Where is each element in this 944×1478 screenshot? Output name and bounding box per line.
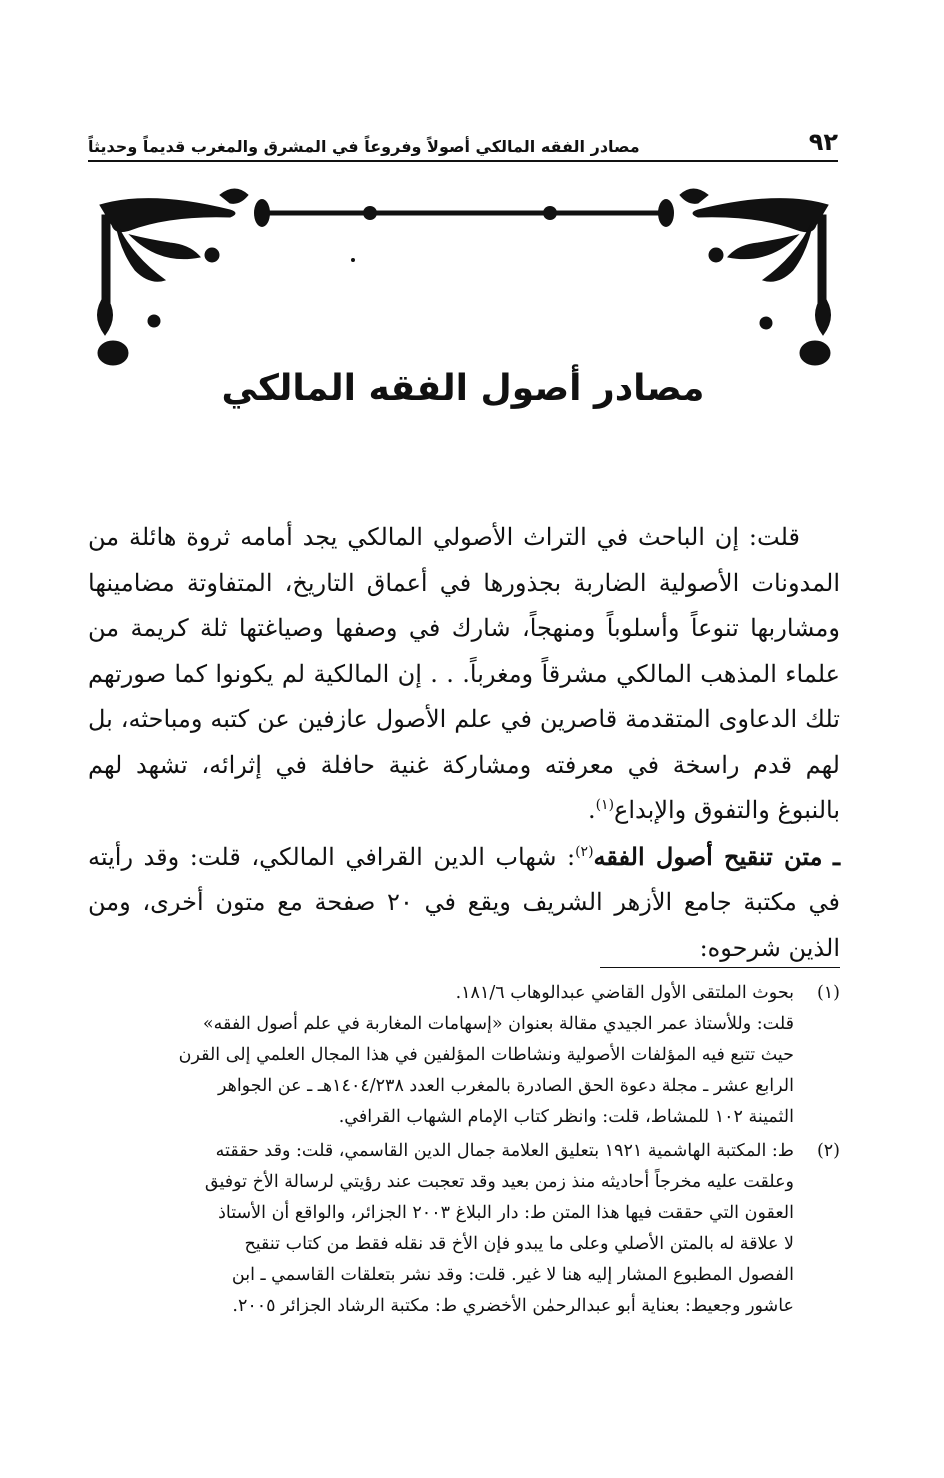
running-title: مصادر الفقه المالكي أصولاً وفروعاً في المشرق والمغرب قديماً وحديثاً bbox=[88, 137, 640, 156]
paragraph-intro bbox=[88, 515, 840, 834]
footnote-line: الرابع عشر ـ مجلة دعوة الحق الصادرة بالمغرب العدد ١٤٠٤/٢٣٨هـ ـ عن الجواهر bbox=[217, 1076, 794, 1096]
footnote-line: حيث تتبع فيه المؤلفات الأصولية ونشاطات المؤلفين في هذا المجال العلمي إلى القرن bbox=[178, 1045, 794, 1065]
body-text bbox=[88, 515, 840, 971]
paragraph-matn bbox=[88, 834, 840, 972]
footnote-rule bbox=[600, 967, 840, 968]
footnote-line: الثمينة ١٠٢ للمشاط، قلت: وانظر كتاب الإمام الشهاب القرافي. bbox=[338, 1107, 794, 1127]
footnote-1 bbox=[104, 978, 840, 1133]
item-dash: ـ bbox=[832, 841, 840, 871]
running-header bbox=[88, 120, 838, 156]
ornament-dot bbox=[351, 258, 355, 262]
footnote-2 bbox=[104, 1136, 840, 1322]
footnote-line: الفصول المطبوع المشار إليه هنا لا غير. قلت: وقد نشر بتعلقات القاسمي ـ ابن bbox=[231, 1265, 794, 1285]
footnote-line: قلت: وللأستاذ عمر الجيدي مقالة بعنوان «إسهامات المغاربة في علم أصول الفقه» bbox=[202, 1014, 794, 1034]
footnote-ref-2: (٢) bbox=[575, 843, 594, 860]
ornament-bead bbox=[543, 206, 557, 220]
footnote-body bbox=[104, 978, 794, 1133]
paragraph-intro-end: . bbox=[587, 796, 596, 824]
footnote-body bbox=[104, 1136, 794, 1322]
chapter-title: مصادر أصول الفقه المالكي bbox=[221, 368, 705, 409]
ornament-bead bbox=[254, 199, 270, 227]
footnote-line: لا علاقة له بالمتن الأصلي وعلى ما يبدو فإن الأخ قد نقله فقط من كتاب تنقيح bbox=[244, 1234, 794, 1254]
footnote-ref-1: (١) bbox=[595, 797, 615, 813]
ornament-left-corner bbox=[98, 189, 249, 365]
page-number: ٩٢ bbox=[808, 128, 838, 156]
footnote-number: (١) bbox=[816, 983, 840, 1003]
footnote-line: وعلقت عليه مخرجاً أحاديثه منذ زمن بعيد وقد تعجبت عند رؤيتي لرسالة الأخ توفيق bbox=[204, 1172, 794, 1192]
ornament-right-corner bbox=[680, 189, 831, 365]
footnote-line: عاشور وجعيط: بعناية أبو عبدالرحمٰن الأخضري ط: مكتبة الرشاد الجزائر ٢٠٠٥. bbox=[232, 1296, 794, 1316]
paragraph-intro-text: قلت: إن الباحث في التراث الأصولي المالكي يجد أمامه ثروة هائلة من المدونات الأصولية الضاربة بجذورها في أعماق التاريخ، المتفاوتة مضامينها ومشاربها تنوعاً وأسلوباً ومنهجاً، شارك في وصفها وصياغتها ثلة كريمة من علماء المذهب المالكي مشرقاً ومغرباً. . . إن المالكية لم يكونوا كما صورتهم تلك الدعاوى المتقدمة قاصرين في علم الأصول عازفين عن كتبه ومباحثه، بل لهم قدم راسخة في معرفته ومشاركة غنية حافلة في إثرائه، تشهد لهم بالنبوغ والتفوق والإبداع bbox=[88, 523, 840, 824]
footnote-line: بحوث الملتقى الأول القاضي عبدالوهاب ١٨١/٦. bbox=[455, 983, 794, 1003]
footnote-line: العقون التي حققت فيها هذا المتن ط: دار البلاغ ٢٠٠٣ الجزائر، والواقع أن الأستاذ bbox=[218, 1203, 794, 1223]
ornament-bead bbox=[658, 199, 674, 227]
ornament-bead bbox=[363, 206, 377, 220]
footnote-number: (٢) bbox=[816, 1141, 840, 1161]
paragraph-matn-text: : شهاب الدين القرافي المالكي، قلت: وقد رأيته في مكتبة جامع الأزهر الشريف ويقع في ٢٠ صفحة مع متون أخرى، ومن الذين شرحوه: bbox=[88, 842, 840, 962]
footnotes bbox=[104, 978, 840, 1325]
chapter-ornament bbox=[90, 185, 838, 375]
header-rule bbox=[88, 160, 838, 162]
footnote-line: ط: المكتبة الهاشمية ١٩٢١ بتعليق العلامة جمال الدين القاسمي، قلت: وقد حققته bbox=[215, 1141, 794, 1161]
item-heading: متن تنقيح أصول الفقه bbox=[593, 841, 823, 871]
